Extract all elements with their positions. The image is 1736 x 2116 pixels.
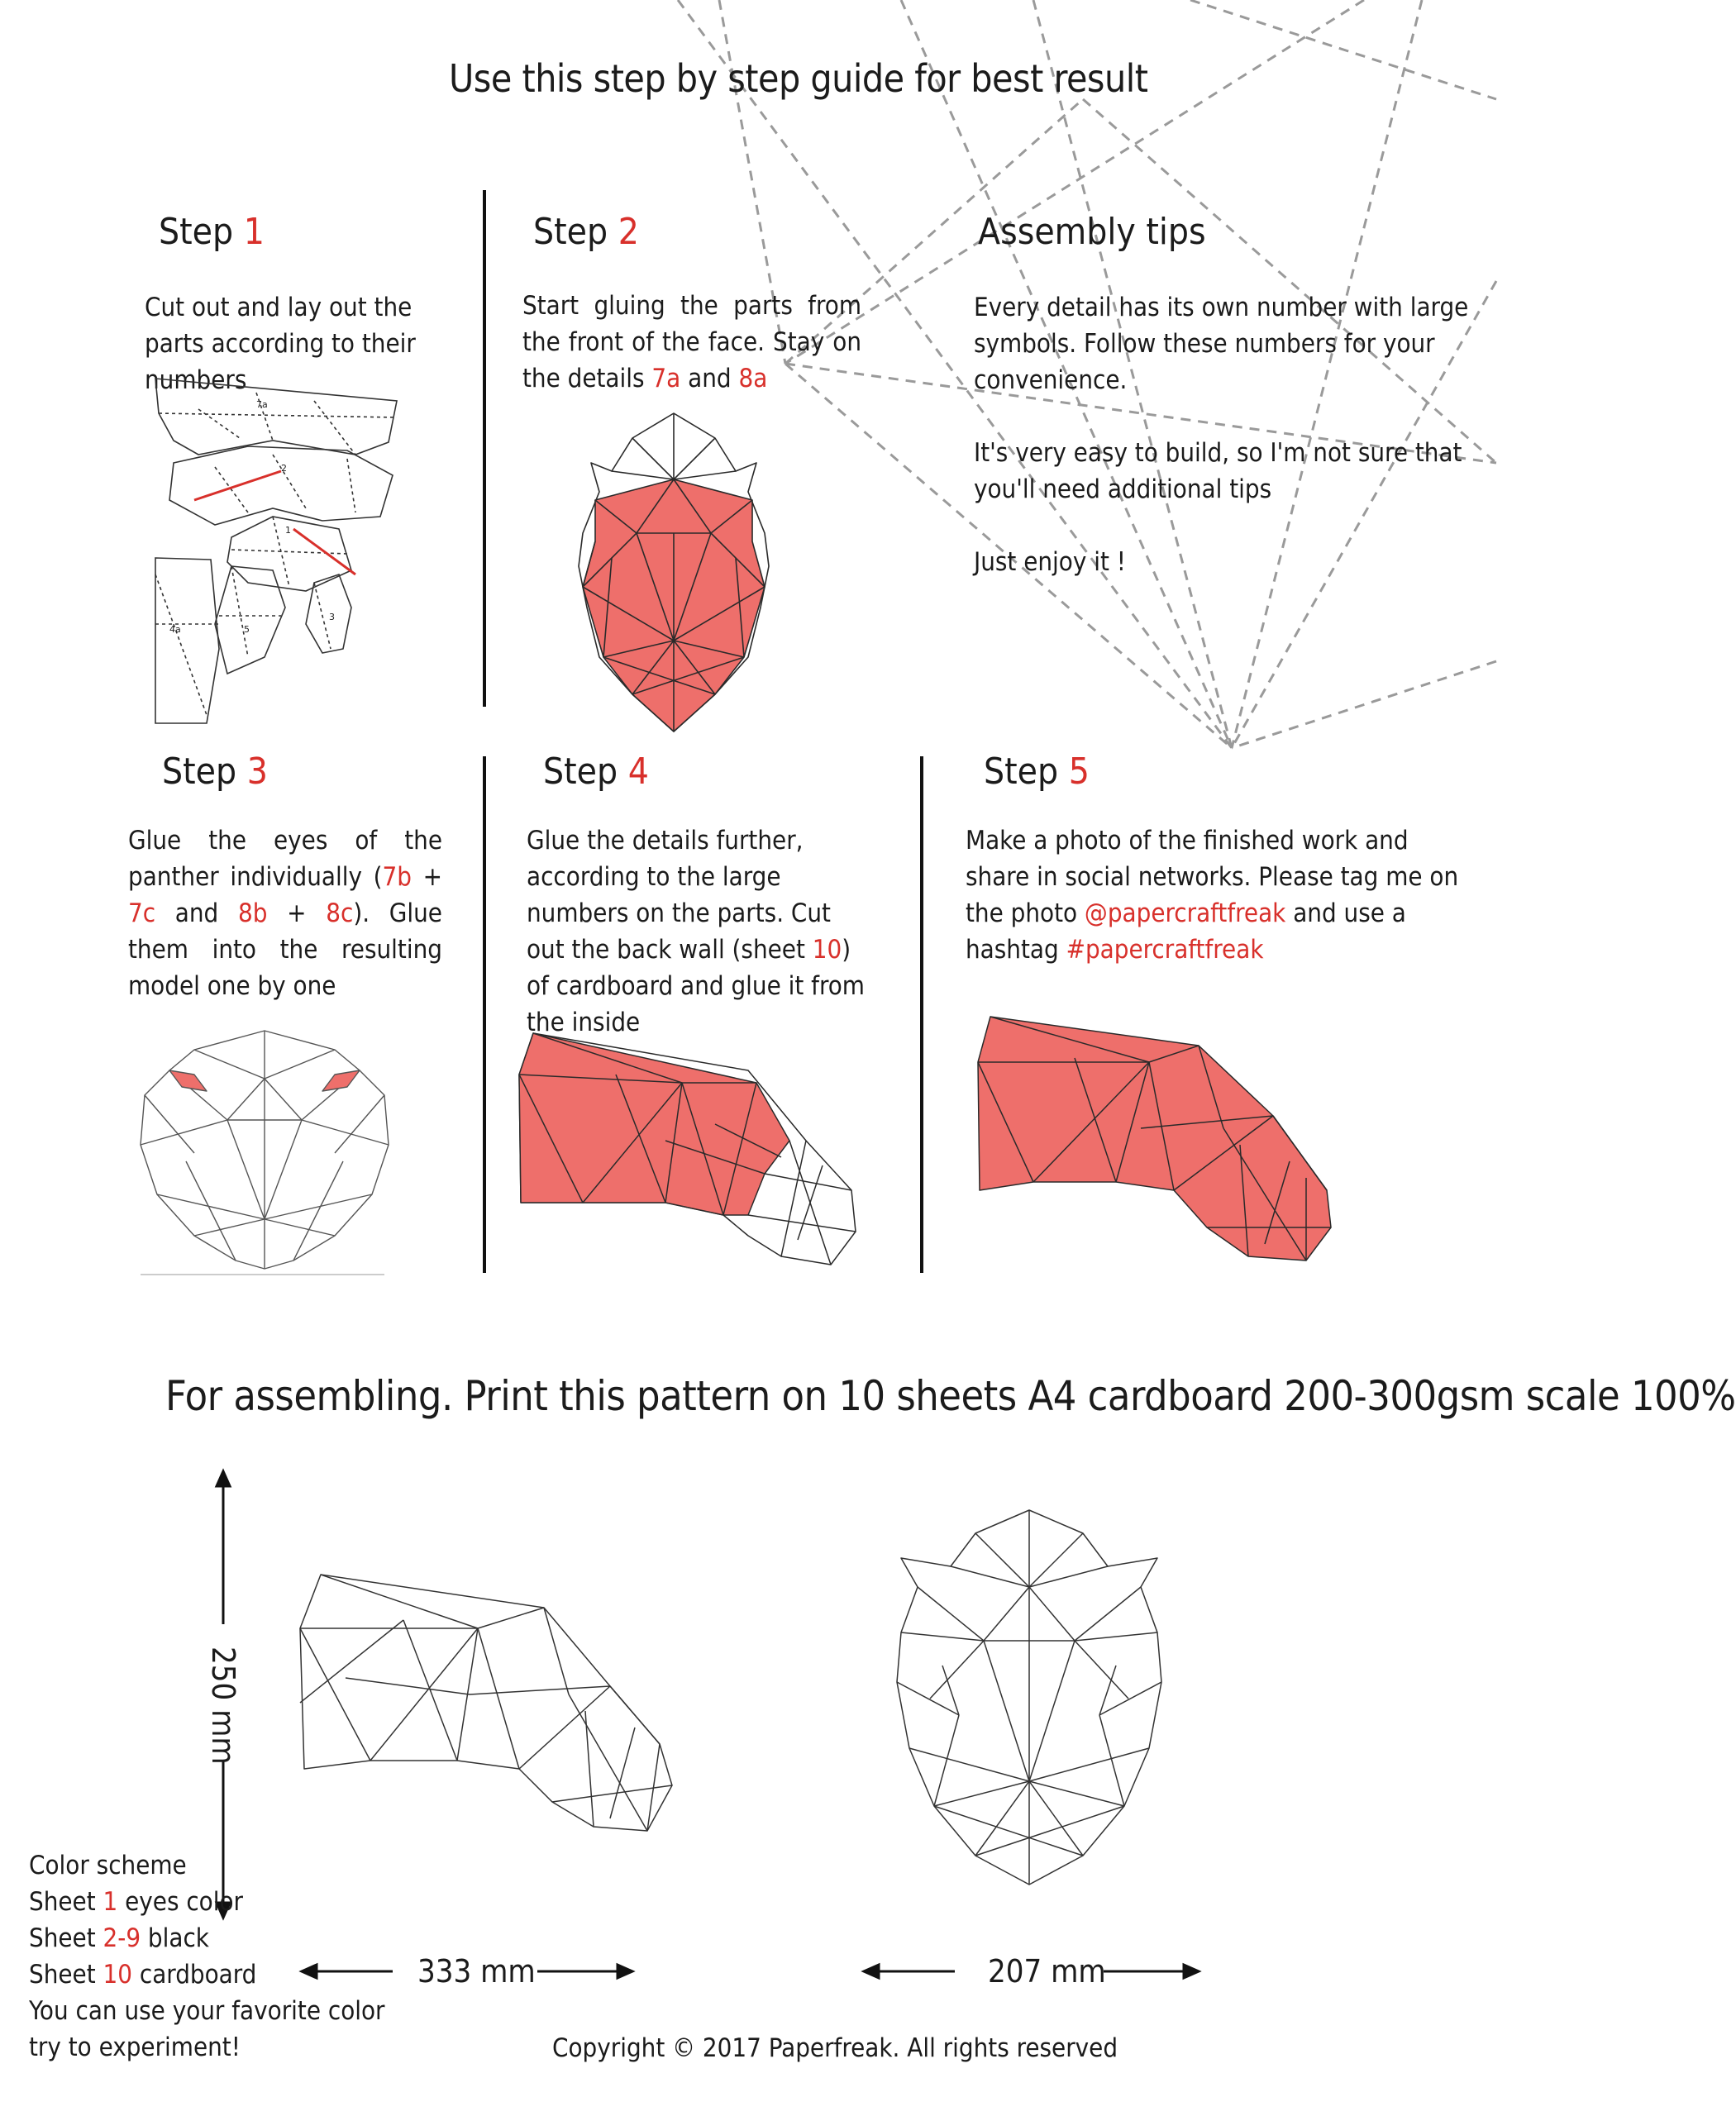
legend-line: Sheet 2-9 black	[29, 1923, 209, 1953]
step-label: Step	[162, 751, 237, 793]
part-label-2: 2	[281, 463, 287, 474]
legend-line: Sheet 1 eyes color	[29, 1887, 243, 1917]
step-number: 3	[246, 751, 268, 793]
copyright-footer: Copyright © 2017 Paperfreak. All rights reserved	[552, 2033, 1118, 2063]
tips-text	[974, 289, 1470, 580]
step-label: Step	[533, 211, 608, 253]
part-label-1: 1	[285, 525, 291, 536]
tips-paragraph: Just enjoy it !	[974, 547, 1126, 577]
part-ref: 7a	[651, 364, 681, 393]
part-label-3: 3	[329, 612, 335, 622]
step-2-heading	[533, 211, 639, 253]
legend-line: try to experiment!	[29, 2033, 241, 2062]
step-1-text: Cut out and lay out the parts according to their numbers	[145, 293, 416, 395]
tips-heading: Assembly tips	[978, 211, 1206, 253]
step-4-side-illustration	[517, 1025, 864, 1273]
part-ref: 8c	[326, 898, 354, 928]
hashtag-link[interactable]: #papercraftfreak	[1066, 935, 1264, 965]
part-label-4a: 4a	[169, 624, 181, 635]
step-5-side-illustration	[975, 1013, 1339, 1269]
divider-bottom-right	[920, 756, 923, 1273]
step-number: 1	[243, 211, 265, 253]
assembly-heading: For assembling. Print this pattern on 10 sheets A4 cardboard 200-300gsm scale 100%	[165, 1372, 1736, 1420]
step-5-heading	[984, 751, 1090, 793]
width-dimension-front: 207 mm	[988, 1953, 1106, 1990]
front-view-pattern	[893, 1508, 1166, 1889]
divider-top-left	[483, 190, 486, 707]
page-title: Use this step by step guide for best result	[449, 56, 1148, 101]
legend-title: Color scheme	[29, 1851, 187, 1880]
step-4-text: Glue the details further, according to the large numbers on the parts. Cut out the back wall (sheet 10) of cardboard and glue it from the inside	[527, 826, 865, 1037]
tips-paragraph: Every detail has its own number with large symbols. Follow these numbers for your convenience.	[974, 293, 1469, 395]
side-view-pattern	[296, 1570, 676, 1843]
step-3-heading	[162, 751, 268, 793]
instagram-handle-link[interactable]: @papercraftfreak	[1084, 898, 1286, 928]
step-2-text: Start gluing the parts from the front of the face. Stay on the details 7a and 8a	[522, 291, 861, 393]
part-label-7a: 7a	[256, 399, 268, 410]
legend-line: You can use your favorite color	[29, 1996, 385, 2026]
step-label: Step	[159, 211, 234, 253]
step-number: 2	[618, 211, 639, 253]
part-label-5: 5	[244, 624, 250, 635]
tips-paragraph: It's very easy to build, so I'm not sure that you'll need additional tips	[974, 438, 1462, 504]
step-label: Step	[543, 751, 618, 793]
width-dimension-side: 333 mm	[417, 1953, 536, 1990]
legend-line: Sheet 10 cardboard	[29, 1960, 257, 1990]
part-ref: 7b	[382, 862, 412, 892]
part-ref: 8b	[237, 898, 268, 928]
part-ref: 10	[812, 935, 842, 965]
height-dimension: 250 mm	[205, 1647, 241, 1765]
step-number: 4	[627, 751, 649, 793]
step-4-heading	[543, 751, 649, 793]
step-3-head-illustration	[136, 1029, 393, 1277]
divider-bottom-left	[483, 756, 486, 1273]
part-ref: 8a	[738, 364, 768, 393]
color-scheme-legend	[29, 1847, 385, 2066]
step-3-text: Glue the eyes of the panther individually (7b + 7c and 8b + 8c). Glue them into the resulting model one by one	[128, 826, 442, 1001]
part-ref: 7c	[128, 898, 156, 928]
parts-pattern-illustration	[149, 376, 430, 732]
step-label: Step	[984, 751, 1059, 793]
step-2-head-illustration	[554, 409, 794, 732]
step-5-text: Make a photo of the finished work and share in social networks. Please tag me on the photo @papercraftfreak and use a hashtag #papercraftfreak	[966, 826, 1459, 965]
step-1-heading	[159, 211, 265, 253]
step-number: 5	[1068, 751, 1090, 793]
